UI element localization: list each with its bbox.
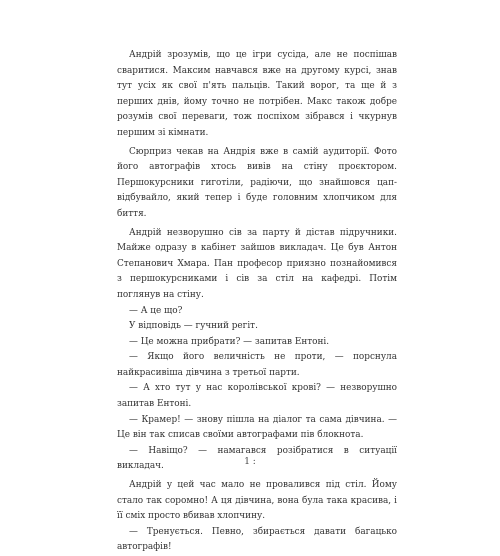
- paragraph: Андрій незворушно сів за парту й дістав підручники. Майже одразу в кабінет зайшов викладач. Це був Антон Степанович Хмара. Пан професор приязно познайомився з першокурсниками і сів за стіл на кафедрі. Потім поглянув на стіну.: [117, 227, 397, 300]
- dialogue-line: — А це що?: [129, 305, 183, 316]
- paragraph: Андрій зрозумів, що це ігри сусіда, але не поспішав сваритися. Максим навчався вже на другому курсі, знав тут усіх як свої п'ять пальців. Такий ворог, та ще й з перших днів, йому точно не потрібен. Макс також добре розумів свої переваги, тож поспіхом зібрався і чкурнув першим зі кімнати.: [117, 50, 397, 138]
- body-text: [117, 48, 397, 556]
- dialogue-line: — Це можна прибрати? — запитав Ентоні.: [129, 336, 330, 347]
- paragraph: У відповідь — гучний регіт.: [129, 321, 258, 332]
- paragraph: Сюрприз чекав на Андрія вже в самій аудиторії. Фото його автографів хтось вивів на стіну проєктором. Першокурсники гиготіли, радіючи, що знайшовся цап-відбувайло, який тепер і буде головним хлопчиком для биття.: [117, 146, 397, 219]
- paragraph: Андрій у цей час мало не провалився під стіл. Йому стало так соромно! А ця дівчина, вона була така красива, і її сміх просто вбивав хлопчину.: [117, 480, 397, 522]
- dialogue-line: — Навіщо? — намагався розібратися в ситуації викладач.: [117, 445, 397, 472]
- dialogue-line: — А хто тут у нас королівської крові? — незворушно запитав Ентоні.: [117, 383, 397, 410]
- dialogue-line: — Крамер! — знову пішла на діалог та сама дівчина. — Це він так списав своїми автографами пів блокнота.: [117, 414, 397, 441]
- page-number: 1 :: [244, 457, 256, 467]
- dialogue-line: — Якщо його величність не проти, — порснула найкрасивіша дівчина з третьої парти.: [117, 352, 397, 378]
- dialogue-line: — Тренується. Певно, збирається давати багацько автографів!: [117, 526, 397, 553]
